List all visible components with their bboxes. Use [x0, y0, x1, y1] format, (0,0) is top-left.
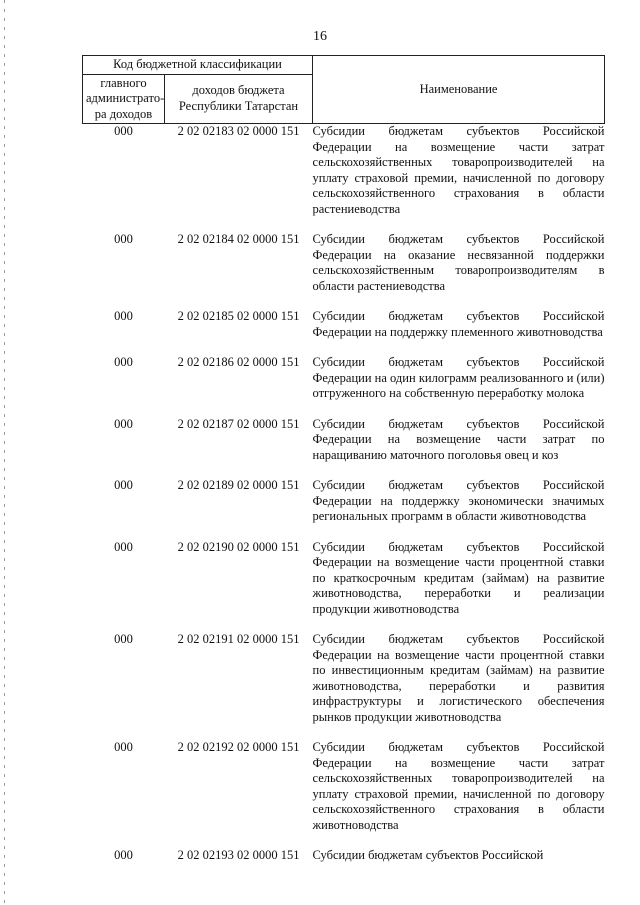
row-gap	[83, 833, 605, 848]
name-cell: Субсидии бюджетам субъектов Российской Федерации на один килограмм реализованного и (или) отгруженного на собственную переработку молока	[312, 355, 605, 400]
row-gap	[83, 725, 605, 740]
table-body	[83, 124, 605, 864]
table-row	[83, 232, 605, 294]
table-row	[83, 355, 605, 402]
income-code-cell: 2 02 02184 02 0000 151	[177, 232, 300, 246]
row-gap	[83, 402, 605, 417]
table-row	[83, 632, 605, 725]
name-cell: Субсидии бюджетам субъектов Российской Федерации на поддержку экономически значимых региональных программ в области животноводства	[312, 478, 605, 523]
admin-code-cell: 000	[114, 124, 133, 138]
name-cell: Субсидии бюджетам субъектов Российской Федерации на возмещение части затрат по наращиванию маточного поголовья овец и коз	[312, 416, 605, 462]
header-income: доходов бюджета Республики Татарстан	[165, 74, 313, 124]
admin-code-cell: 000	[114, 232, 133, 246]
row-gap	[83, 294, 605, 309]
header-name: Наименование	[313, 56, 605, 124]
header-admin: главного администрато-ра доходов	[83, 74, 165, 124]
scan-margin-line	[4, 0, 5, 905]
name-cell: Субсидии бюджетам субъектов Российской Федерации на возмещение части процентной ставки по инвестиционным кредитам (займам) на развитие животноводства, переработки и развития инфраструктуры и логистического обеспечения рынков продукции животноводства	[312, 632, 605, 724]
row-gap	[83, 340, 605, 355]
income-code-cell: 2 02 02183 02 0000 151	[177, 124, 300, 138]
income-code-cell: 2 02 02187 02 0000 151	[177, 416, 300, 431]
income-code-cell: 2 02 02193 02 0000 151	[177, 848, 300, 862]
header-code-group: Код бюджетной классификации	[83, 56, 313, 75]
income-code-cell: 2 02 02185 02 0000 151	[177, 309, 300, 323]
name-cell: Субсидии бюджетам субъектов Российской	[312, 848, 544, 862]
table-row	[83, 124, 605, 218]
table-row	[83, 309, 605, 340]
admin-code-cell: 000	[114, 478, 133, 492]
admin-code-cell: 000	[114, 355, 133, 369]
income-code-cell: 2 02 02190 02 0000 151	[177, 539, 300, 554]
table-row	[83, 540, 605, 618]
page-number: 16	[313, 29, 327, 44]
income-code-cell: 2 02 02191 02 0000 151	[177, 632, 300, 646]
admin-code-cell: 000	[114, 309, 133, 323]
name-cell: Субсидии бюджетам субъектов Российской Федерации на возмещение части затрат сельскохозяйственных товаропроизводителей на уплату страховой премии, начисленной по договору сельскохозяйственного страхования в области растениеводства	[312, 124, 605, 216]
income-code-cell: 2 02 02189 02 0000 151	[177, 478, 300, 492]
name-cell: Субсидии бюджетам субъектов Российской Федерации на возмещение части процентной ставки по краткосрочным кредитам (займам) на развитие животноводства, переработки и реализации продукции животноводства	[312, 539, 605, 616]
name-cell: Субсидии бюджетам субъектов Российской Федерации на оказание несвязанной поддержки сельскохозяйственным товаропроизводителям в области растениеводства	[312, 232, 605, 293]
admin-code-cell: 000	[114, 539, 133, 554]
row-gap	[83, 617, 605, 632]
table-row	[83, 740, 605, 833]
table-row	[83, 848, 605, 864]
table-row	[83, 478, 605, 525]
budget-classification-table	[82, 55, 605, 864]
name-cell: Субсидии бюджетам субъектов Российской Федерации на поддержку племенного животноводства	[312, 309, 605, 339]
admin-code-cell: 000	[114, 848, 133, 862]
income-code-cell: 2 02 02186 02 0000 151	[177, 355, 300, 369]
row-gap	[83, 525, 605, 540]
name-cell: Субсидии бюджетам субъектов Российской Федерации на возмещение части затрат сельскохозяйственных товаропроизводителей на уплату страховой премии, начисленной по договору сельскохозяйственного страхования в области животноводства	[312, 740, 605, 832]
admin-code-cell: 000	[114, 416, 133, 431]
income-code-cell: 2 02 02192 02 0000 151	[177, 740, 300, 754]
row-gap	[83, 217, 605, 232]
admin-code-cell: 000	[114, 632, 133, 646]
table-row	[83, 417, 605, 464]
row-gap	[83, 463, 605, 478]
admin-code-cell: 000	[114, 740, 133, 754]
